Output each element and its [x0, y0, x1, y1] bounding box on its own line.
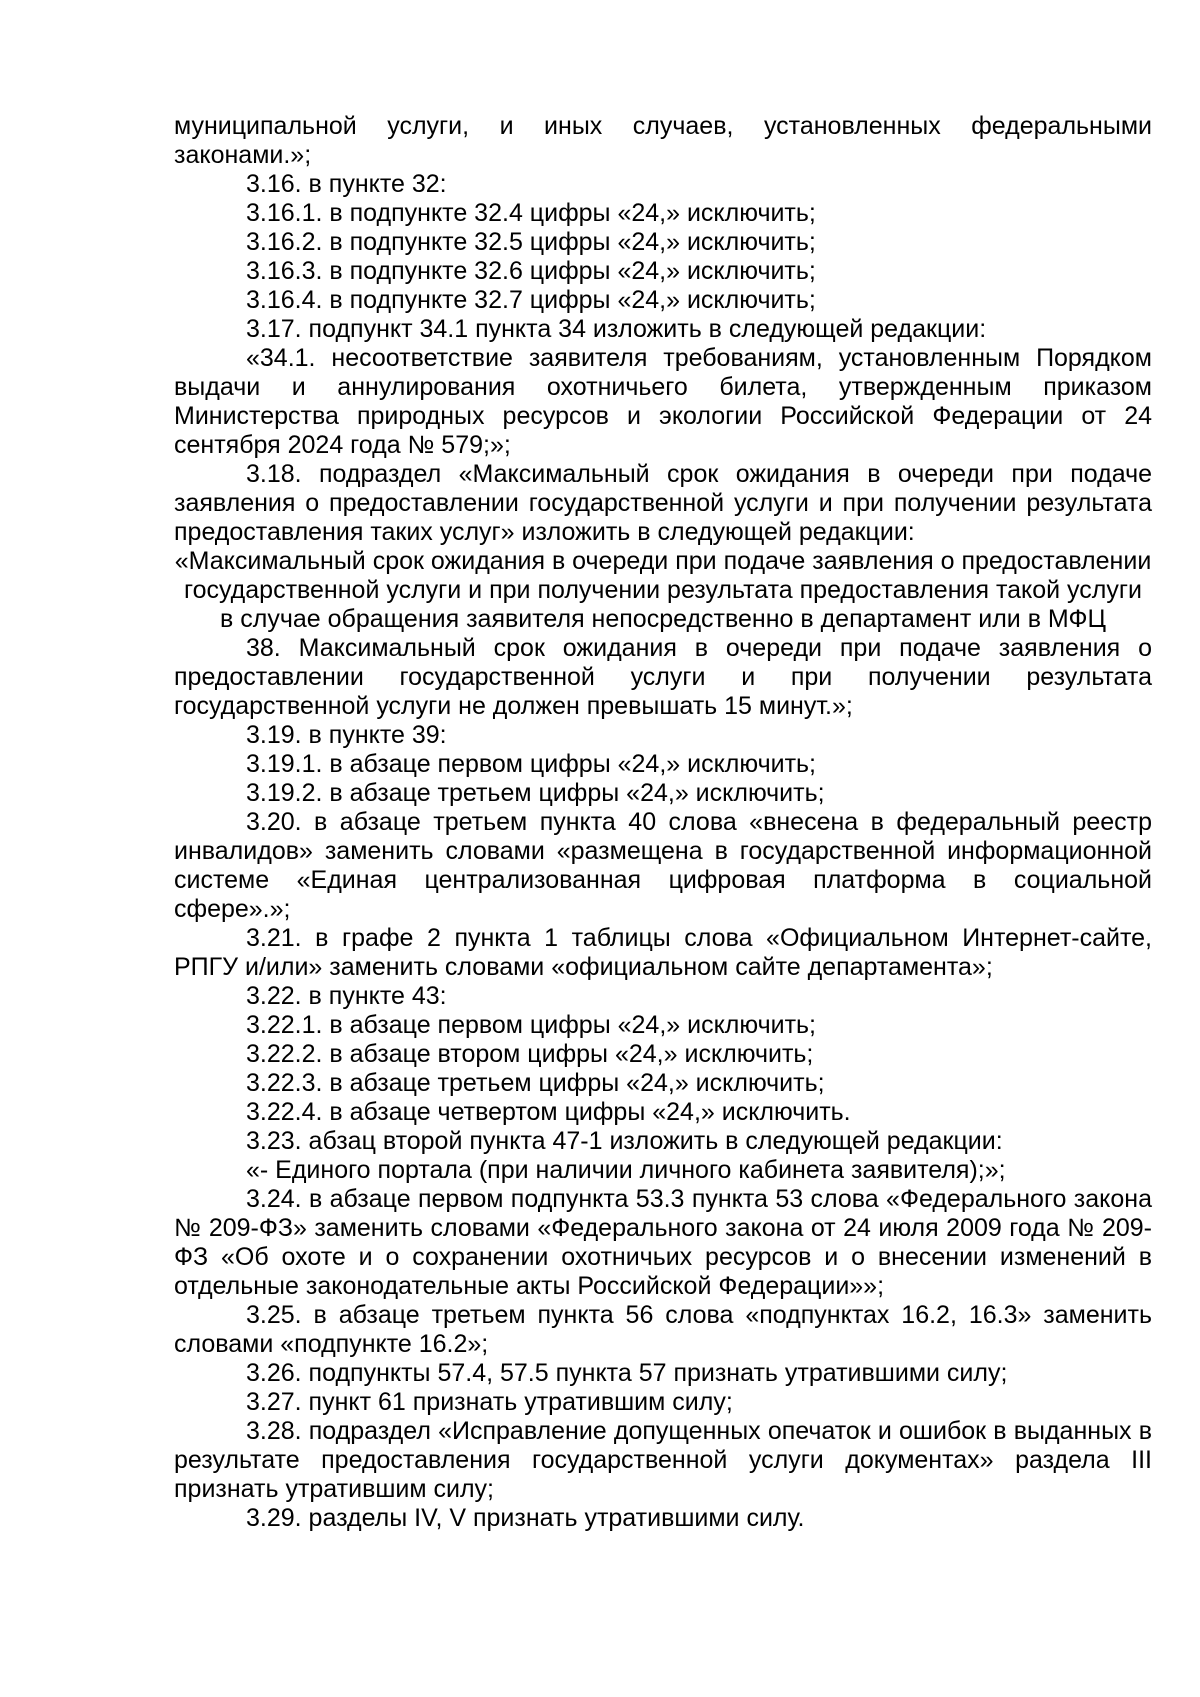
- item-3-21: 3.21. в графе 2 пункта 1 таблицы слова «Официальном Интернет-сайте, РПГУ и/или» заменить словами «официальном сайте департамента»;: [174, 924, 1152, 981]
- item-3-29: 3.29. разделы IV, V признать утратившими силу.: [246, 1504, 805, 1532]
- item-3-18: 3.18. подраздел «Максимальный срок ожидания в очереди при подаче заявления о предоставлении государственной услуги и при получении результата предоставления таких услуг» изложить в следующей редакции:: [174, 460, 1152, 546]
- item-3-16-2: 3.16.2. в подпункте 32.5 цифры «24,» исключить;: [246, 228, 816, 256]
- item-3-24: 3.24. в абзаце первом подпункта 53.3 пункта 53 слова «Федерального закона № 209-ФЗ» заменить словами «Федерального закона от 24 июля 2009 года № 209-ФЗ «Об охоте и о сохранении охотничьих ресурсов и о внесении изменений в отдельные законодательные акты Российской Федерации»»;: [174, 1185, 1152, 1300]
- item-3-26: 3.26. подпункты 57.4, 57.5 пункта 57 признать утратившими силу;: [246, 1359, 1008, 1387]
- item-3-22-1: 3.22.1. в абзаце первом цифры «24,» исключить;: [246, 1011, 816, 1039]
- item-3-19-1: 3.19.1. в абзаце первом цифры «24,» исключить;: [246, 750, 816, 778]
- item-3-22-4: 3.22.4. в абзаце четвертом цифры «24,» исключить.: [246, 1098, 851, 1126]
- item-3-22: 3.22. в пункте 43:: [246, 982, 447, 1010]
- item-3-25: 3.25. в абзаце третьем пункта 56 слова «подпунктах 16.2, 16.3» заменить словами «подпункте 16.2»;: [174, 1301, 1152, 1358]
- item-38: 38. Максимальный срок ожидания в очереди при подаче заявления о предоставлении государственной услуги и при получении результата государственной услуги не должен превышать 15 минут.»;: [174, 634, 1152, 720]
- item-3-23: 3.23. абзац второй пункта 47-1 изложить в следующей редакции:: [246, 1127, 1003, 1155]
- item-3-17: 3.17. подпункт 34.1 пункта 34 изложить в следующей редакции:: [246, 315, 987, 343]
- document-page: [174, 112, 1152, 1533]
- item-3-16-1: 3.16.1. в подпункте 32.4 цифры «24,» исключить;: [246, 199, 816, 227]
- item-3-27: 3.27. пункт 61 признать утратившим силу;: [246, 1388, 733, 1416]
- quote-34-1: «34.1. несоответствие заявителя требованиям, установленным Порядком выдачи и аннулирования охотничьего билета, утвержденным приказом Министерства природных ресурсов и экологии Российской Федерации от 24 сентября 2024 года № 579;»;: [174, 344, 1152, 459]
- item-3-22-2: 3.22.2. в абзаце втором цифры «24,» исключить;: [246, 1040, 814, 1068]
- item-3-20: 3.20. в абзаце третьем пункта 40 слова «внесена в федеральный реестр инвалидов» заменить словами «размещена в государственной информационной системе «Единая централизованная цифровая платформа в социальной сфере».»;: [174, 808, 1152, 923]
- item-3-22-3: 3.22.3. в абзаце третьем цифры «24,» исключить;: [246, 1069, 825, 1097]
- item-3-16-4: 3.16.4. в подпункте 32.7 цифры «24,» исключить;: [246, 286, 816, 314]
- paragraph-continuation: муниципальной услуги, и иных случаев, установленных федеральными законами.»;: [174, 112, 1152, 169]
- item-3-16-3: 3.16.3. в подпункте 32.6 цифры «24,» исключить;: [246, 257, 816, 285]
- item-3-19-2: 3.19.2. в абзаце третьем цифры «24,» исключить;: [246, 779, 825, 807]
- quote-single-portal: «- Единого портала (при наличии личного кабинета заявителя);»;: [246, 1156, 1006, 1184]
- subsection-heading: «Максимальный срок ожидания в очереди при подаче заявления о предоставлении государственной услуги и при получении результата предоставления такой услуги в случае обращения заявителя непосредственно в департамент или в МФЦ: [174, 547, 1152, 633]
- item-3-28: 3.28. подраздел «Исправление допущенных опечаток и ошибок в выданных в результате предоставления государственной услуги документах» раздела III признать утратившим силу;: [174, 1417, 1152, 1503]
- item-3-19: 3.19. в пункте 39:: [246, 721, 447, 749]
- item-3-16: 3.16. в пункте 32:: [246, 170, 447, 198]
